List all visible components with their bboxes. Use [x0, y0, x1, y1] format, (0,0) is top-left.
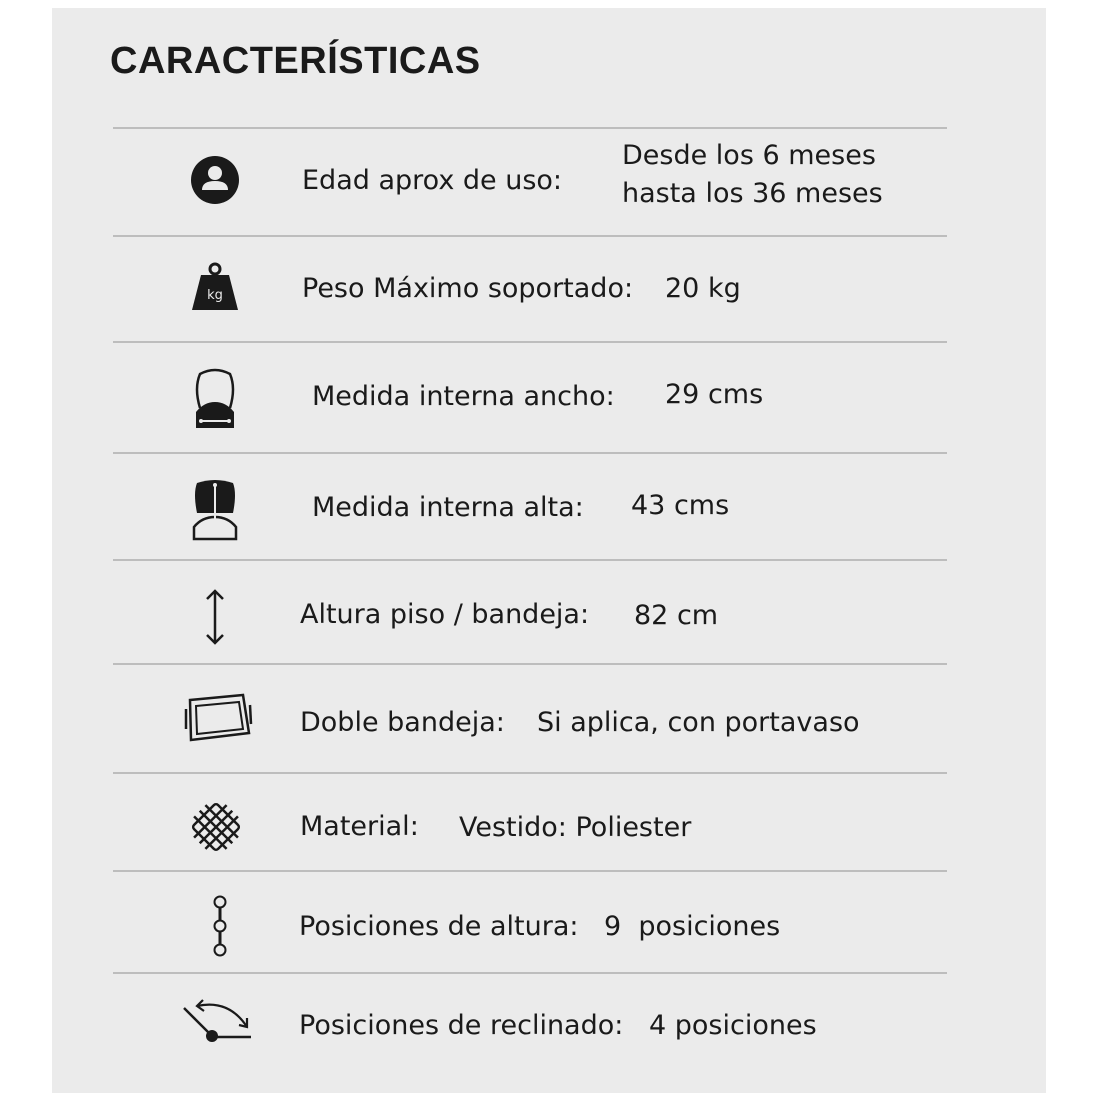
seat-height-icon [180, 473, 250, 543]
page-title: CARACTERÍSTICAS [110, 40, 481, 82]
row-label: Edad aprox de uso: [302, 165, 563, 196]
seat-width-icon [180, 364, 250, 434]
row-label: Altura piso / bandeja: [300, 599, 590, 630]
row-value: 4 posiciones [649, 1010, 817, 1041]
row-value: 82 cm [634, 600, 719, 631]
divider [113, 235, 947, 237]
row-label: Material: [300, 811, 419, 842]
divider [113, 559, 947, 561]
person-icon [180, 145, 250, 215]
divider [113, 972, 947, 974]
kg-label: kg [207, 288, 223, 303]
row-value: 43 cms [631, 490, 730, 521]
row-label: Medida interna alta: [312, 492, 584, 523]
row-value: 20 kg [665, 273, 741, 304]
divider [113, 452, 947, 454]
divider [113, 772, 947, 774]
divider [113, 663, 947, 665]
row-label: Doble bandeja: [300, 707, 505, 738]
row-label: Posiciones de reclinado: [299, 1010, 624, 1041]
row-value: Vestido: Poliester [459, 812, 692, 843]
weight-kg-icon [180, 254, 250, 324]
row-label: Medida interna ancho: [312, 381, 615, 412]
row-value: Desde los 6 meses [622, 140, 876, 171]
divider [113, 341, 947, 343]
row-label: Posiciones de altura: [299, 911, 579, 942]
divider [113, 870, 947, 872]
row-value: 29 cms [665, 379, 764, 410]
row-value: 9 posiciones [604, 911, 781, 942]
divider [113, 127, 947, 129]
height-positions-icon [185, 891, 255, 961]
fabric-knot-icon [181, 792, 251, 862]
recline-icon [181, 996, 251, 1066]
row-value: hasta los 36 meses [622, 178, 883, 209]
tray-icon [183, 683, 253, 753]
vertical-arrow-icon [180, 581, 250, 651]
row-label: Peso Máximo soportado: [302, 273, 634, 304]
row-value: Si aplica, con portavaso [537, 707, 860, 738]
